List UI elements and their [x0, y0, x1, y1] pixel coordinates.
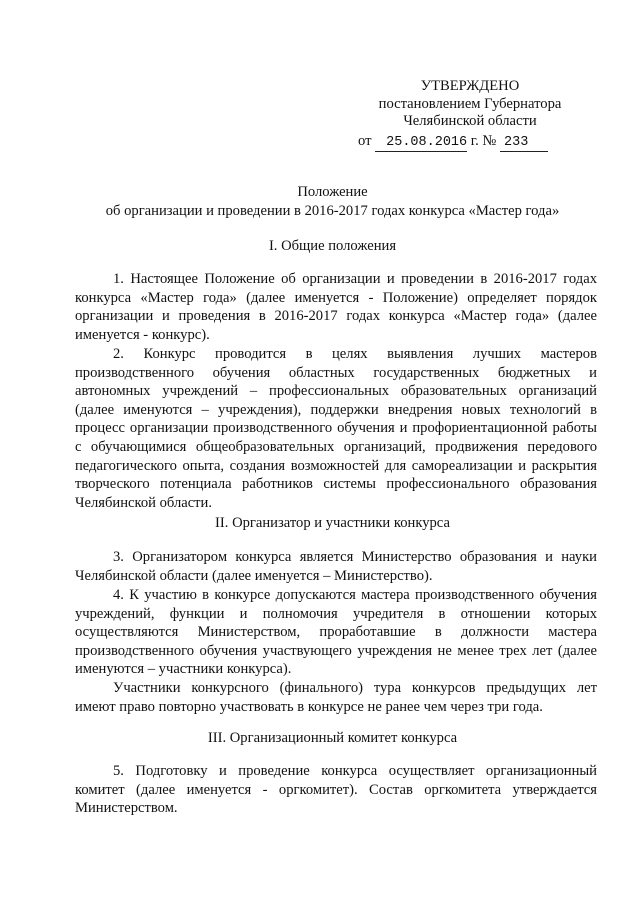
- decree-number: 233: [500, 134, 548, 152]
- approval-line-region: Челябинской области: [403, 113, 537, 129]
- title-line-1: Положение: [297, 184, 368, 200]
- paragraph-5: Участники конкурсного (финального) тура конкурсов предыдущих лет имеют право повторно участвовать в конкурсе не ранее чем через три года.: [75, 680, 597, 715]
- paragraph-2: 2. Конкурс проводится в целях выявления лучших мастеров производственного обучения областных государственных бюджетных и автономных учреждений – профессиональных образовательных организаций (далее именуются – учреждения), поддержки внедрения новых технологий в процесс организации производственного обучения и профориентационной работы с обучающимися общеобразовательных организаций, продвижения передового педагогического опыта, создания возможностей для самореализации и раскрытия творческого потенциала работников системы профессионального образования Челябинской области.: [75, 346, 597, 511]
- decree-date: 25.08.2016: [375, 134, 467, 152]
- year-number-label: г. №: [470, 132, 497, 149]
- title-line-2: об организации и проведении в 2016-2017 годах конкурса «Мастер года»: [105, 202, 560, 219]
- approval-date-line: [340, 133, 600, 152]
- approval-block: [340, 78, 600, 152]
- from-label: от: [358, 132, 372, 149]
- paragraph-1: 1. Настоящее Положение об организации и проведении в 2016-2017 годах конкурса «Мастер года» (далее именуется - Положение) определяет порядок организации и проведения в 2016-2017 годах конкурса «Мастер года» (далее именуется - конкурс).: [75, 271, 597, 343]
- approval-line-decree: постановлением Губернатора: [378, 95, 562, 112]
- paragraph-4: 4. К участию в конкурсе допускаются мастера производственного обучения учреждений, функции и полномочия учредителя в отношении которых осуществляются Министерством, проработавшие в должности мастера производственного обучения участвующего учреждения не менее трех лет (далее именуются – участники конкурса).: [75, 587, 597, 678]
- section-heading-3: III. Организационный комитет конкурса: [207, 730, 458, 746]
- paragraph-3: 3. Организатором конкурса является Министерство образования и науки Челябинской области (далее именуется – Министерство).: [75, 549, 597, 584]
- paragraph-6: 5. Подготовку и проведение конкурса осуществляет организационный комитет (далее именуется - оргкомитет). Состав оргкомитета утверждается Министерством.: [75, 763, 597, 817]
- approval-stamp: УТВЕРЖДЕНО: [420, 78, 520, 94]
- document-title: [60, 183, 605, 220]
- section-heading-2: II. Организатор и участники конкурса: [215, 515, 450, 531]
- section-heading-1: I. Общие положения: [268, 238, 397, 254]
